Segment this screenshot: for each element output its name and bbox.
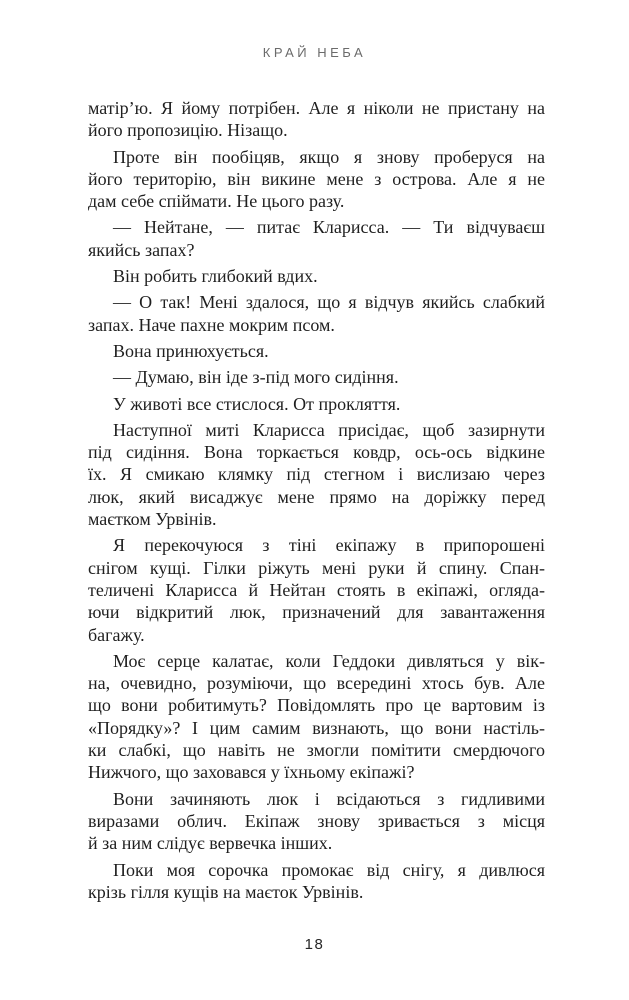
paragraph bbox=[88, 859, 545, 904]
text-line: багажу. bbox=[88, 624, 145, 645]
paragraph bbox=[88, 393, 545, 415]
text-line: Я перекочуюся з тіні екіпажу в припорошені bbox=[113, 535, 545, 556]
text-line: Проте він пообіцяв, якщо я знову проберуся на bbox=[113, 146, 545, 167]
text-line: Наступної миті Кларисса присідає, щоб зазирнути bbox=[113, 419, 545, 440]
text-line: — Нейтане, — питає Кларисса. — Ти відчуваєш bbox=[113, 217, 545, 238]
paragraph bbox=[88, 650, 545, 784]
paragraph bbox=[88, 265, 545, 287]
text-line: Вони зачиняють люк і всідаються з гидливими bbox=[113, 788, 545, 809]
page-number: 18 bbox=[304, 936, 325, 953]
text-line: на, очевидно, розуміючи, що всередині хтось був. Але bbox=[88, 673, 545, 694]
text-line: — Думаю, він іде з-під мого сидіння. bbox=[113, 367, 399, 388]
text-line: ки слабкі, що навіть не змогли помітити смердючого bbox=[88, 740, 545, 761]
text-line: його територію, він викине мене з острова. Але я не bbox=[88, 168, 545, 189]
paragraph bbox=[88, 291, 545, 336]
text-line: Поки моя сорочка промокає від снігу, я дивлюся bbox=[113, 859, 545, 880]
text-line: Нижчого, що заховався у їхньому екіпажі? bbox=[88, 762, 415, 783]
text-line: Моє серце калатає, коли Геддоки дивляться у вік- bbox=[113, 650, 545, 671]
paragraph bbox=[88, 788, 545, 855]
paragraph bbox=[88, 366, 545, 388]
text-line: його пропозицію. Нізащо. bbox=[88, 120, 288, 141]
text-line: запах. Наче пахне мокрим псом. bbox=[88, 314, 335, 335]
paragraph bbox=[88, 97, 545, 142]
text-line: люк, який висаджує мене прямо на доріжку перед bbox=[88, 486, 545, 507]
page-text-block bbox=[88, 97, 545, 903]
text-line: снігом кущі. Гілки ріжуть мені руки й спину. Спан- bbox=[88, 557, 545, 578]
text-line: Вона принюхується. bbox=[113, 340, 269, 361]
running-header: КРАЙ НЕБА bbox=[262, 45, 367, 60]
text-line: — О так! Мені здалося, що я відчув якийсь слабкий bbox=[113, 292, 545, 313]
page-footer bbox=[0, 936, 629, 954]
text-line: ючи відкритий люк, призначений для завантаження bbox=[88, 602, 545, 623]
text-line: виразами облич. Екіпаж знову зривається з місця bbox=[88, 810, 545, 831]
text-line: під сидіння. Вона торкається ковдр, ось-ось відкине bbox=[88, 442, 545, 463]
paragraph bbox=[88, 534, 545, 645]
paragraph bbox=[88, 216, 545, 261]
text-line: їх. Я смикаю клямку під стегном і вислизаю через bbox=[88, 464, 545, 485]
paragraph bbox=[88, 146, 545, 213]
text-line: матір’ю. Я йому потрібен. Але я ніколи не пристану на bbox=[88, 98, 545, 118]
text-line: У животі все стислося. От прокляття. bbox=[113, 393, 401, 414]
text-line: Він робить глибокий вдих. bbox=[113, 266, 318, 287]
text-line: якийсь запах? bbox=[88, 239, 195, 260]
text-line: теличені Кларисса й Нейтан стоять в екіпажі, огляда- bbox=[88, 579, 545, 600]
paragraph bbox=[88, 340, 545, 362]
text-line: дам себе спіймати. Не цього разу. bbox=[88, 191, 345, 212]
text-line: що вони робитимуть? Повідомлять про це вартовим із bbox=[88, 695, 545, 716]
text-line: й за ним слідує вервечка інших. bbox=[88, 833, 333, 854]
text-line: маєтком Урвінів. bbox=[88, 509, 217, 530]
text-line: «Порядку»? І цим самим визнають, що вони настіль- bbox=[88, 717, 545, 738]
text-line: крізь гілля кущів на маєток Урвінів. bbox=[88, 881, 364, 902]
paragraph bbox=[88, 419, 545, 530]
